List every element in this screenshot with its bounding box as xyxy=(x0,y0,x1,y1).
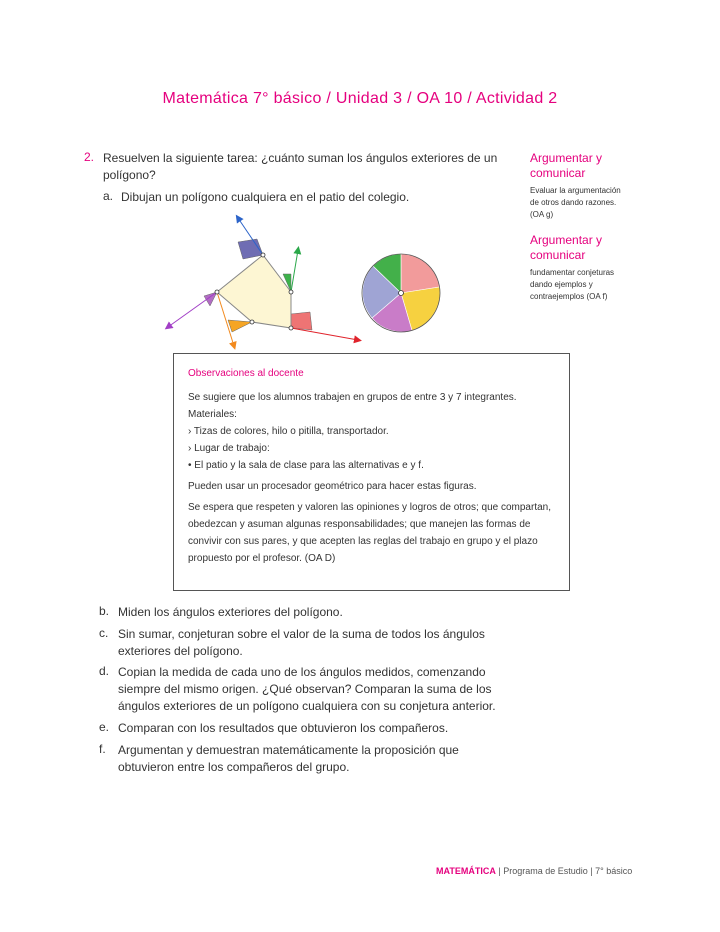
skill-title-line1: Argumentar y xyxy=(530,233,603,247)
sidebar-skill-2 xyxy=(530,233,640,303)
footer-subject: MATEMÁTICA xyxy=(436,866,496,876)
item-letter: b. xyxy=(99,604,110,618)
question-text-line2: polígono? xyxy=(103,168,156,182)
question-number: 2. xyxy=(84,150,95,164)
question-text-line1: Resuelven la siguiente tarea: ¿cuánto suman los ángulos exteriores de un xyxy=(103,151,498,165)
vertex xyxy=(215,290,219,294)
footer-program: Programa de Estudio xyxy=(503,866,588,876)
observations-line: propuesto por el profesor. (OA D) xyxy=(188,553,336,564)
skill-desc-line1: Evaluar la argumentación xyxy=(530,186,621,195)
exterior-angles-figure xyxy=(160,212,460,352)
item-text: Sin sumar, conjeturan sobre el valor de la suma de todos los ángulos xyxy=(118,627,485,641)
exterior-angle-4 xyxy=(228,320,252,332)
pie-slice xyxy=(401,254,440,293)
footer-grade: 7° básico xyxy=(595,866,633,876)
vertex xyxy=(250,320,254,324)
pie-center xyxy=(399,291,404,296)
vertex xyxy=(289,290,293,294)
observations-line: Materiales: xyxy=(188,409,237,420)
observations-line: › Lugar de trabajo: xyxy=(188,443,270,454)
observations-line: Se sugiere que los alumnos trabajen en grupos de entre 3 y 7 integrantes. xyxy=(188,392,517,403)
exterior-angle-5 xyxy=(204,292,217,306)
item-letter: f. xyxy=(99,742,106,756)
observations-line: convivir con sus pares, y que acepten las reglas del trabajo en grupo y el plazo xyxy=(188,536,538,547)
exterior-ray-2 xyxy=(291,250,298,292)
skill-desc-line2: de otros dando razones. xyxy=(530,198,617,207)
observations-line: • El patio y la sala de clase para las alternativas e y f. xyxy=(188,460,424,471)
angles-pie xyxy=(362,254,440,332)
observations-heading: Observaciones al docente xyxy=(188,368,304,379)
skill-title-line1: Argumentar y xyxy=(530,151,603,165)
polygon xyxy=(217,255,291,328)
observations-line: obedezcan y asuman algunas responsabilidades; que manejen las formas de xyxy=(188,519,531,530)
exterior-ray-5 xyxy=(168,292,217,327)
footer-separator: | xyxy=(590,866,593,876)
vertex xyxy=(261,253,265,257)
skill-desc-line3: (OA g) xyxy=(530,210,554,219)
observations-line: Se espera que respeten y valoren las opiniones y logros de otros; que compartan, xyxy=(188,502,551,513)
item-letter: d. xyxy=(99,664,110,678)
item-a-letter: a. xyxy=(103,189,114,203)
skill-desc-line1: fundamentar conjeturas xyxy=(530,268,615,277)
skill-title-line2: comunicar xyxy=(530,166,586,180)
item-letter: c. xyxy=(99,626,109,640)
vertex xyxy=(289,326,293,330)
item-text: obtuvieron entre los compañeros del grupo. xyxy=(118,760,350,774)
teacher-observations-box xyxy=(173,353,570,591)
item-text: Comparan con los resultados que obtuvieron los compañeros. xyxy=(118,721,449,735)
item-text: Miden los ángulos exteriores del polígono. xyxy=(118,605,343,619)
item-a-text: Dibujan un polígono cualquiera en el patio del colegio. xyxy=(121,190,410,204)
item-letter: e. xyxy=(99,720,110,734)
exterior-angle-3 xyxy=(291,312,312,330)
item-text: ángulos exteriores de un polígono cualquiera con su conjetura anterior. xyxy=(118,699,496,713)
observations-line: › Tizas de colores, hilo o pitilla, transportador. xyxy=(188,426,389,437)
item-text: Argumentan y demuestran matemáticamente la proposición que xyxy=(118,743,459,757)
skill-desc-line3: contraejemplos (OA f) xyxy=(530,292,608,301)
observations-line: Pueden usar un procesador geométrico para hacer estas figuras. xyxy=(188,481,477,492)
exterior-ray-3 xyxy=(291,328,358,340)
skill-title-line2: comunicar xyxy=(530,248,586,262)
page-title: Matemática 7° básico / Unidad 3 / OA 10 / Actividad 2 xyxy=(162,90,558,107)
item-text: Copian la medida de cada uno de los ángulos medidos, comenzando xyxy=(118,665,486,679)
item-text: exteriores del polígono. xyxy=(118,644,243,658)
page-footer xyxy=(436,866,632,876)
skill-desc-line2: dando ejemplos y xyxy=(530,280,593,289)
footer-separator: | xyxy=(498,866,501,876)
item-text: siempre del mismo origen. ¿Qué observan? Comparan la suma de los xyxy=(118,682,492,696)
sidebar-skill-1 xyxy=(530,151,640,221)
